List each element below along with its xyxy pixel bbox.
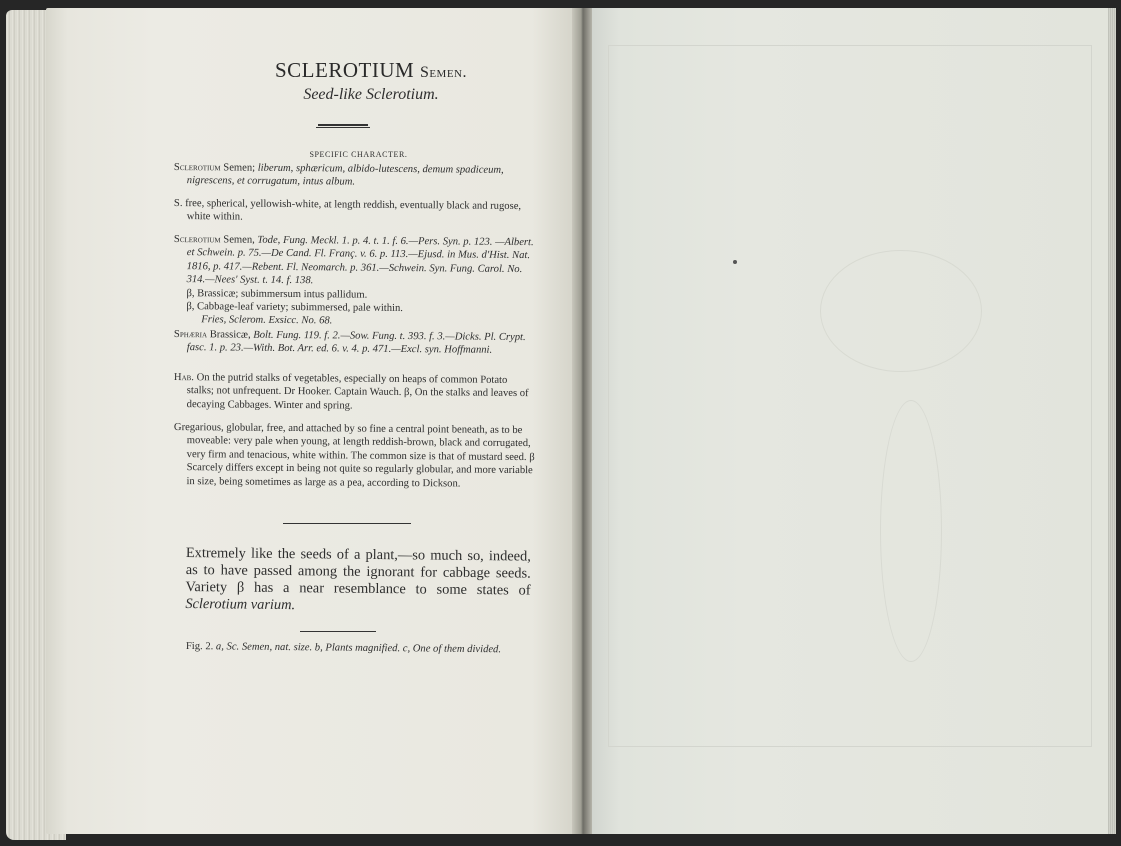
title-rule: [318, 124, 368, 126]
char-english-text: S. free, spherical, yellowish-white, at length reddish, eventually black and rugose, white within.: [173, 197, 522, 224]
right-page-edges: [1108, 8, 1116, 834]
page-title: [186, 58, 556, 83]
remark: [185, 545, 531, 617]
synonymy-sphaeria: [174, 328, 536, 358]
plate-frame: [608, 45, 1092, 747]
syn2-rest: Brassicæ,: [207, 329, 254, 341]
section-rule: [283, 523, 411, 524]
plate-mark: [733, 260, 737, 264]
plate-ghost-shape: [880, 400, 942, 662]
character-latin: [174, 161, 534, 191]
remark-ital: Sclerotium varium.: [185, 595, 296, 614]
figcap-label: Fig. 2.: [185, 640, 214, 653]
syn-refs: Tode, Fung. Meckl. 1. p. 4. t. 1. f. 6.—Pers. Syn. p. 123. —Albert. et Schwein. p. 75.—De Cand. Fl. Franç. v. 6. p. 113.—Ejusd. in Mus. d'Hist. Nat. 1816, p. 417.—Rebent. Fl. Neomarch. p. 361.—Schwein. Syn. Fung. Carol. No. 314.—Nees' Syst. t. 14. f. 138.: [186, 234, 534, 287]
hab-label: Hab.: [173, 371, 195, 384]
character-english: [174, 197, 534, 227]
variety-ref: Fries, Sclerom. Exsicc. No. 68.: [201, 314, 333, 327]
left-page: [46, 8, 586, 834]
title-species: Semen.: [419, 64, 467, 81]
remark-text: Extremely like the seeds of a plant,—so much so, indeed, as to have passed among the ignorant for cabbage seeds. Variety β has a near resemblance to some states of: [185, 545, 531, 599]
synonymy-sclerotium: [173, 233, 536, 330]
syn2-name: Sphæria: [173, 328, 208, 341]
specific-character-heading: SPECIFIC CHARACTER.: [309, 150, 408, 159]
page-subtitle: Seed-like Sclerotium.: [303, 86, 439, 103]
caption-rule: [300, 631, 376, 632]
variety-latin: β, Brassicæ; subimmersum intus pallidum.: [186, 287, 368, 301]
book-gutter: [572, 8, 592, 834]
description: [173, 421, 536, 491]
title-rule: [316, 127, 370, 128]
variety-english: β, Cabbage-leaf variety; subimmersed, pale within.: [186, 301, 404, 315]
plate-ghost-shape: [820, 250, 982, 372]
title-main: SCLEROTIUM: [275, 58, 415, 82]
description-text: Gregarious, globular, free, and attached by so fine a central point beneath, as to be moveable: very pale when young, at length reddish-brown, black and corrugated, very firm and tenacious, white within. The common size is that of mustard seed. β Scarcely differs except in being not quite so regularly globular, and more variable in size, being sometimes as large as a pea, according to Dickson.: [173, 421, 535, 490]
syn-name: Sclerotium: [173, 233, 221, 246]
char-rest: Semen;: [220, 162, 258, 174]
figcap-text: a, Sc. Semen, nat. size. b, Plants magnified. c, One of them divided.: [213, 641, 502, 656]
hab-text: On the putrid stalks of vegetables, especially on heaps of common Potato stalks; not unfrequent. Dr Hooker. Captain Wauch. β, On the stalks and leaves of decaying Cabbages. Winter and spring.: [186, 372, 529, 412]
syn-rest: Semen,: [220, 234, 258, 246]
char-latin-text: liberum, sphæricum, albido-lutescens, demum spadiceum, nigrescens, et corrugatum, intus album.: [186, 162, 504, 188]
syn2-refs: Bolt. Fung. 119. f. 2.—Sow. Fung. t. 393. f. 3.—Dicks. Pl. Crypt. fasc. 1. p. 23.—With. Bot. Arr. ed. 6. v. 4. p. 471.—Excl. syn. Hoffmanni.: [186, 329, 526, 357]
char-name: Sclerotium: [173, 161, 221, 174]
habitat: [174, 371, 536, 414]
